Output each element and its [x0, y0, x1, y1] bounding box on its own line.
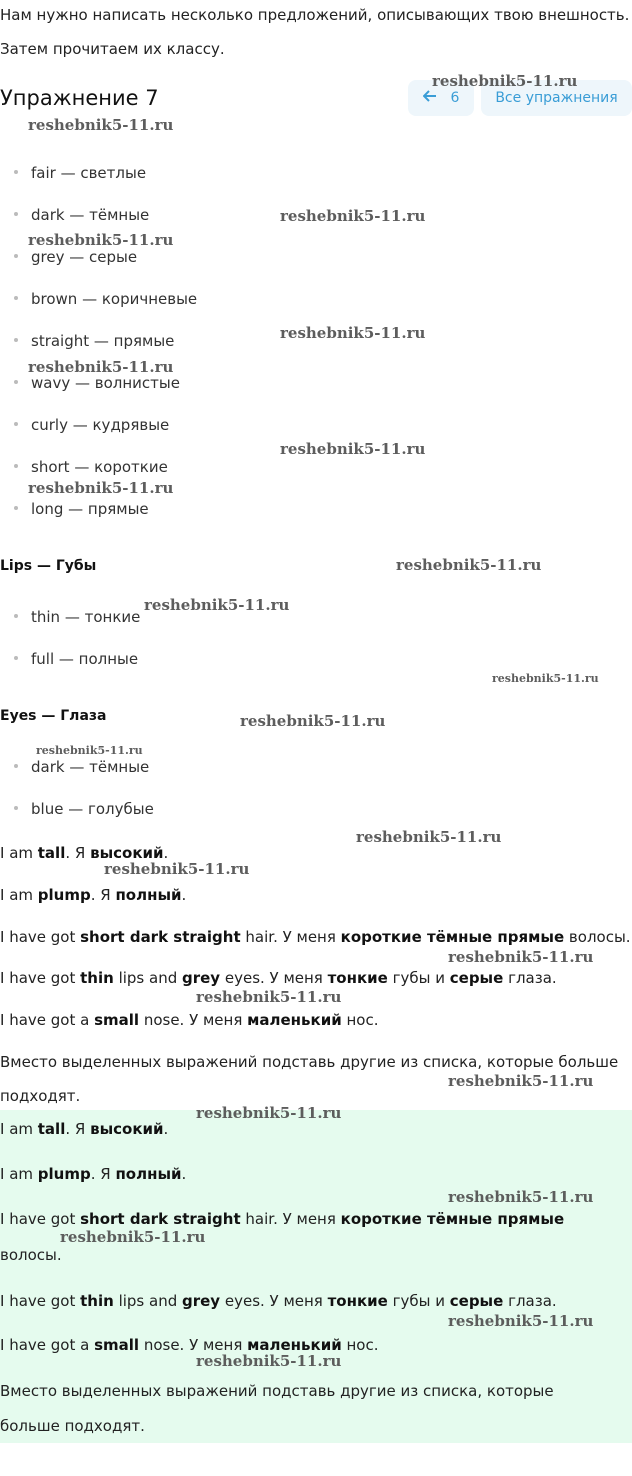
bullet-icon [14, 296, 18, 300]
watermark: reshebnik5-11.ru [36, 744, 143, 757]
watermark: reshebnik5-11.ru [28, 358, 174, 376]
lips-heading: Lips — Губы [0, 558, 97, 574]
watermark: reshebnik5-11.ru [448, 948, 594, 966]
bullet-icon [14, 254, 18, 258]
bullet-icon [14, 614, 18, 618]
instruction-line-2: подходят. [0, 1087, 81, 1105]
instruction-line-1: Вместо выделенных выражений подставь другие из списка, которые больше [0, 1053, 619, 1071]
page-title: Упражнение 7 [0, 86, 159, 110]
watermark: reshebnik5-11.ru [28, 479, 174, 497]
bullet-icon [14, 170, 18, 174]
list-item: brown — коричневые [14, 290, 197, 308]
watermark: reshebnik5-11.ru [240, 712, 386, 730]
watermark: reshebnik5-11.ru [196, 1352, 342, 1370]
bullet-icon [14, 806, 18, 810]
bullet-icon [14, 380, 18, 384]
answer-sentence-3: I have got short dark straight hair. У меня короткие тёмные прямые [0, 1210, 565, 1228]
bullet-icon [14, 464, 18, 468]
watermark: reshebnik5-11.ru [28, 116, 174, 134]
watermark: reshebnik5-11.ru [280, 324, 426, 342]
watermark: reshebnik5-11.ru [60, 1228, 206, 1246]
bullet-icon [14, 338, 18, 342]
all-exercises-label: Все упражнения [495, 90, 618, 106]
watermark: reshebnik5-11.ru [448, 1312, 594, 1330]
list-item: wavy — волнистые [14, 374, 180, 392]
bullet-icon [14, 212, 18, 216]
bullet-icon [14, 656, 18, 660]
sentence-2: I am plump. Я полный. [0, 886, 187, 904]
list-item: fair — светлые [14, 164, 146, 182]
list-item: dark — тёмные [14, 758, 149, 776]
arrow-left-icon [423, 90, 437, 106]
answer-instruction-line-1: Вместо выделенных выражений подставь другие из списка, которые [0, 1382, 554, 1400]
watermark: reshebnik5-11.ru [448, 1188, 594, 1206]
watermark: reshebnik5-11.ru [196, 988, 342, 1006]
watermark: reshebnik5-11.ru [448, 1072, 594, 1090]
bullet-icon [14, 506, 18, 510]
intro-line-1: Нам нужно написать несколько предложений, описывающих твою внешность. [0, 6, 630, 24]
watermark: reshebnik5-11.ru [396, 556, 542, 574]
sentence-3: I have got short dark straight hair. У меня короткие тёмные прямые волосы. [0, 928, 631, 946]
eyes-heading: Eyes — Глаза [0, 708, 107, 724]
answer-sentence-3-end: волосы. [0, 1246, 62, 1264]
sentence-5: I have got a small nose. У меня маленький нос. [0, 1011, 379, 1029]
sentence-4: I have got thin lips and grey eyes. У меня тонкие губы и серые глаза. [0, 969, 557, 987]
watermark: reshebnik5-11.ru [356, 828, 502, 846]
watermark: reshebnik5-11.ru [144, 596, 290, 614]
prev-exercise-label: 6 [450, 90, 460, 106]
intro-line-2: Затем прочитаем их классу. [0, 40, 225, 58]
list-item: blue — голубые [14, 800, 154, 818]
list-item: grey — серые [14, 248, 137, 266]
watermark: reshebnik5-11.ru [104, 860, 250, 878]
answer-sentence-5: I have got a small nose. У меня маленький нос. [0, 1336, 379, 1354]
bullet-icon [14, 422, 18, 426]
list-item: long — прямые [14, 500, 149, 518]
watermark: reshebnik5-11.ru [280, 440, 426, 458]
sentence-1: I am tall. Я высокий. [0, 844, 169, 862]
answer-sentence-1: I am tall. Я высокий. [0, 1120, 169, 1138]
answer-sentence-2: I am plump. Я полный. [0, 1165, 187, 1183]
bullet-icon [14, 764, 18, 768]
list-item: straight — прямые [14, 332, 174, 350]
list-item: full — полные [14, 650, 138, 668]
watermark: reshebnik5-11.ru [432, 72, 578, 90]
watermark: reshebnik5-11.ru [280, 207, 426, 225]
watermark: reshebnik5-11.ru [28, 231, 174, 249]
answer-sentence-4: I have got thin lips and grey eyes. У меня тонкие губы и серые глаза. [0, 1292, 557, 1310]
list-item: dark — тёмные [14, 206, 149, 224]
list-item: thin — тонкие [14, 608, 140, 626]
watermark: reshebnik5-11.ru [492, 672, 599, 685]
list-item: curly — кудрявые [14, 416, 169, 434]
watermark: reshebnik5-11.ru [196, 1104, 342, 1122]
list-item: short — короткие [14, 458, 168, 476]
answer-instruction-line-2: больше подходят. [0, 1417, 145, 1435]
